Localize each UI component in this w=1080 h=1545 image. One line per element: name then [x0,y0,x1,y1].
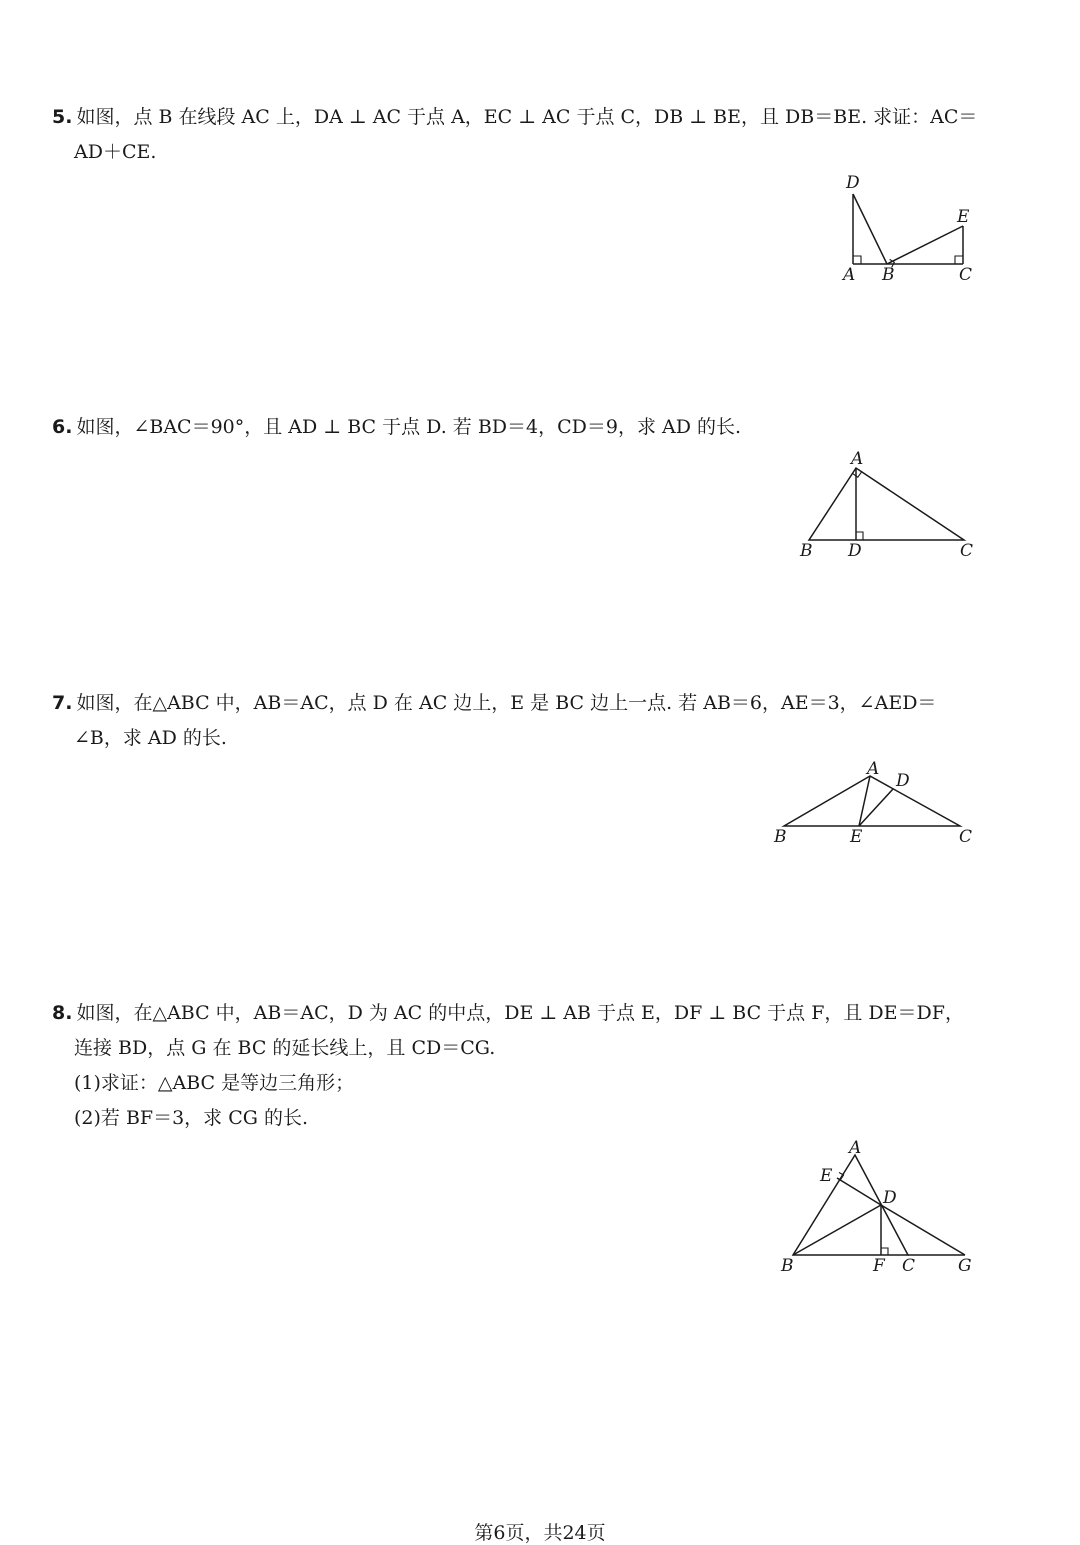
figure-8 [775,1135,985,1285]
label-G: G [958,1256,972,1276]
problem-number: 6. [52,416,73,438]
label-D: D [846,173,860,193]
label-A: A [851,449,864,469]
label-A: A [843,265,856,285]
label-E: E [820,1166,833,1186]
figure-5 [835,170,985,290]
problem-6-line-1: 6. 如图，∠BAC＝90°，且 AD ⊥ BC 于点 D. 若 BD＝4，CD＝9，求 AD 的长. [52,416,742,438]
sub-question-2: (2)若 BF＝3，求 CG 的长. [74,1107,309,1129]
label-C: C [959,265,973,285]
label-D: D [848,541,862,561]
label-A: A [849,1138,862,1158]
sub-question-1: (1)求证：△ABC 是等边三角形； [74,1072,355,1094]
problem-7 [52,686,982,756]
problem-6 [52,410,982,445]
label-C: C [902,1256,916,1276]
problem-8 [52,996,982,1136]
problem-5 [52,100,982,170]
label-D: D [896,771,910,791]
figure-7 [770,758,985,858]
problem-number: 7. [52,692,73,714]
problem-7-line-2: ∠B，求 AD 的长. [74,727,227,749]
problem-8-line-2: 连接 BD，点 G 在 BC 的延长线上，且 CD＝CG. [74,1037,496,1059]
problem-7-line-1: 7. 如图，在△ABC 中，AB＝AC，点 D 在 AC 边上，E 是 BC 边上一点. 若 AB＝6，AE＝3，∠AED＝ [52,692,937,714]
problem-number: 5. [52,106,73,128]
label-D: D [883,1188,897,1208]
label-B: B [882,265,895,285]
label-B: B [774,827,787,847]
problem-number: 8. [52,1002,73,1024]
label-B: B [800,541,813,561]
label-C: C [959,827,973,847]
figure-6 [795,448,985,568]
label-E: E [957,207,970,227]
label-E: E [850,827,863,847]
label-F: F [873,1256,885,1276]
label-A: A [867,759,880,779]
page-number: 第6页，共24页 [474,1522,606,1544]
label-B: B [781,1256,794,1276]
problem-5-line-2: AD＋CE. [74,141,157,163]
label-C: C [960,541,974,561]
problem-8-line-1: 8. 如图，在△ABC 中，AB＝AC，D 为 AC 的中点，DE ⊥ AB 于点 E，DF ⊥ BC 于点 F，且 DE＝DF， [52,1002,964,1024]
problem-5-line-1: 5. 如图，点 B 在线段 AC 上，DA ⊥ AC 于点 A，EC ⊥ AC 于点 C，DB ⊥ BE，且 DB＝BE. 求证：AC＝ [52,106,978,128]
